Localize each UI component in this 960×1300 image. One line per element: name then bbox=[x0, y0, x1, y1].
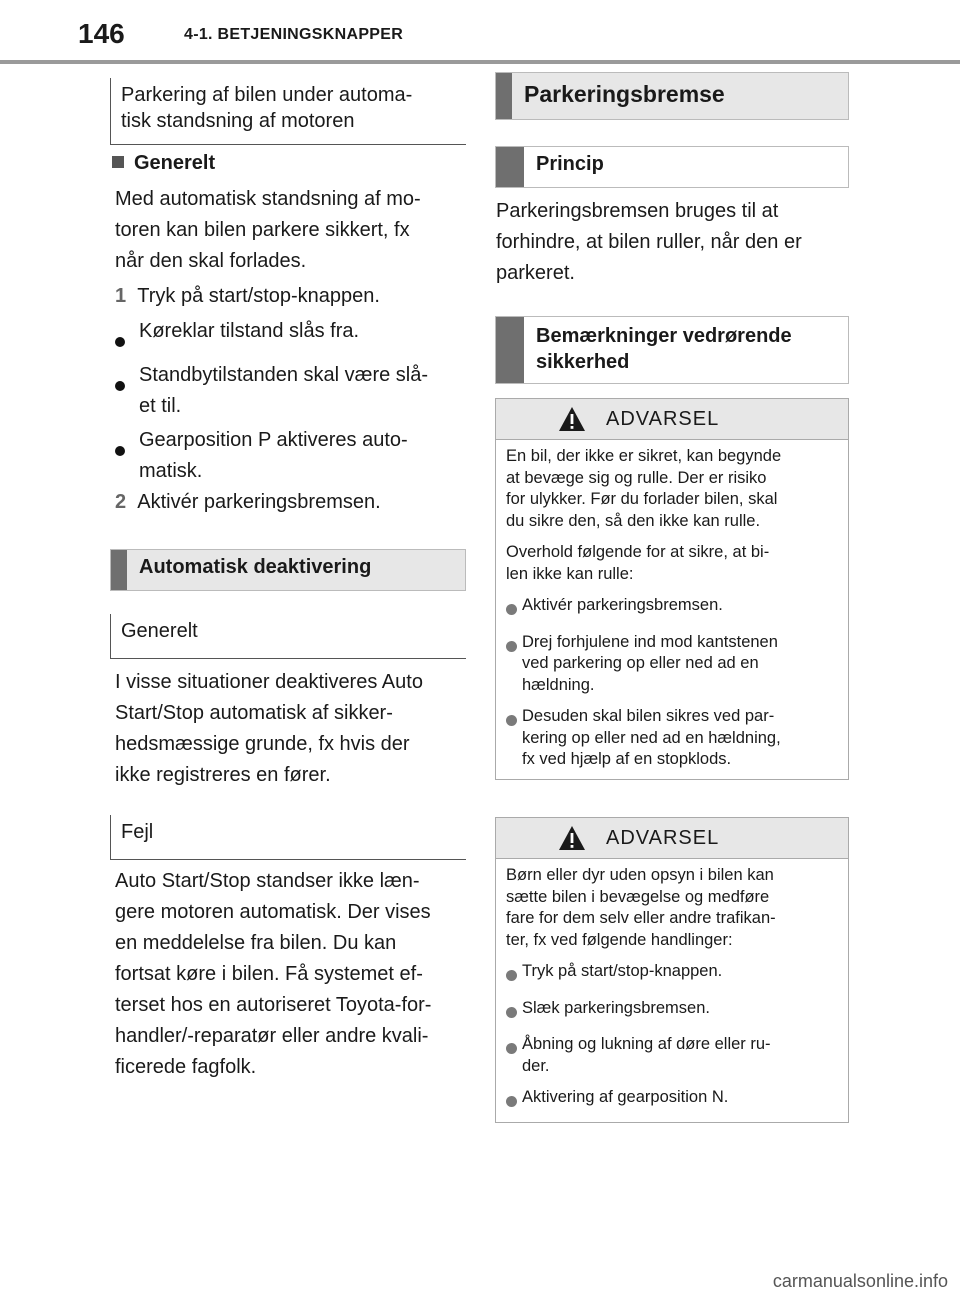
generelt-heading: Generelt bbox=[112, 148, 215, 179]
section-heading-auto: Automatisk deaktivering bbox=[110, 549, 466, 591]
list-item: Aktivér parkeringsbremsen. bbox=[506, 595, 838, 622]
list-item: Åbning og lukning af døre eller ru- der. bbox=[506, 1034, 838, 1077]
chapter-title: 4-1. BETJENINGSKNAPPER bbox=[184, 26, 404, 43]
step-1: 1 Tryk på start/stop-knappen. bbox=[115, 285, 380, 307]
step-2: 2 Aktivér parkeringsbremsen. bbox=[115, 491, 381, 513]
bullet-dot-icon bbox=[506, 970, 517, 981]
step-number: 1 bbox=[115, 285, 127, 307]
square-bullet-icon bbox=[112, 156, 124, 168]
watermark: carmanualsonline.info bbox=[772, 1271, 948, 1291]
page-number: 146 bbox=[78, 18, 125, 49]
bullet-dot-icon bbox=[506, 1043, 517, 1054]
bullet-dot-icon bbox=[506, 604, 517, 615]
bullet-list bbox=[115, 316, 465, 487]
warning-title: ADVARSEL bbox=[606, 407, 720, 430]
subsection-box-parking bbox=[110, 78, 466, 145]
warning-header bbox=[496, 818, 848, 859]
warning-triangle-icon bbox=[558, 825, 586, 851]
warning-title: ADVARSEL bbox=[606, 826, 720, 849]
bullet-dot-icon bbox=[115, 446, 125, 456]
list-item: Køreklar tilstand slås fra. bbox=[115, 316, 465, 357]
bullet-dot-icon bbox=[506, 641, 517, 652]
subsection-title-line: Parkering af bilen under automa- bbox=[121, 84, 413, 106]
subsection-title-line: tisk standsning af motoren bbox=[121, 110, 355, 132]
subheading-princip: Princip bbox=[495, 146, 849, 188]
warning-box-2 bbox=[495, 817, 849, 1123]
list-item: Tryk på start/stop-knappen. bbox=[506, 961, 838, 988]
warning-triangle-icon bbox=[558, 406, 586, 432]
warning-body: Børn eller dyr uden opsyn i bilen kan sætte bilen i bevægelse og medføre fare for dem selv eller andre trafikan- ter, fx ved følgende handlinger: Tryk på start/stop-knappen. Slæk parkeringsbremsen. Åbning og lukning af døre eller ru- der. Aktivering af gearposition N. bbox=[496, 859, 848, 1122]
generelt-paragraph: I visse situationer deaktiveres Auto Start/Stop automatisk af sikker- hedsmæssige grunde, fx hvis der ikke registreres en fører. bbox=[115, 671, 423, 786]
subheading-safety: Bemærkninger vedrørende sikkerhed bbox=[495, 316, 849, 384]
list-item: Standbytilstanden skal være slå- et til. bbox=[115, 360, 465, 422]
subsection-fejl: Fejl bbox=[110, 815, 466, 860]
warning-body: En bil, der ikke er sikret, kan begynde at bevæge sig og rulle. Der er risiko for ulykker. Før du forlader bilen, skal du sikre den, så den ikke kan rulle. Overhold følgende for at sikre, at bi- len ikke kan rulle: Aktivér parkeringsbremsen. Drej forhjulene ind mod kantstenen ved parkering op eller ned ad en hældning. Desuden skal bilen sikres ved par- kering op eller ned ad en hældning, fx ved hjælp af en stopklods. bbox=[496, 440, 848, 779]
intro-paragraph: Med automatisk standsning af mo- toren kan bilen parkere sikkert, fx når den skal forlades. bbox=[115, 188, 421, 272]
bullet-dot-icon bbox=[506, 1096, 517, 1107]
warning-box-1 bbox=[495, 398, 849, 780]
list-item: Aktivering af gearposition N. bbox=[506, 1087, 838, 1114]
bullet-dot-icon bbox=[115, 381, 125, 391]
step-number: 2 bbox=[115, 491, 127, 513]
list-item: Desuden skal bilen sikres ved par- kering op eller ned ad en hældning, fx ved hjælp af en stopklods. bbox=[506, 706, 838, 771]
header-rule bbox=[0, 60, 960, 64]
subsection-generelt: Generelt bbox=[110, 614, 466, 659]
section-heading-parkeringsbremse: Parkeringsbremse bbox=[495, 72, 849, 120]
warning-header bbox=[496, 399, 848, 440]
bullet-dot-icon bbox=[506, 1007, 517, 1018]
list-item: Gearposition P aktiveres auto- matisk. bbox=[115, 425, 465, 487]
list-item: Drej forhjulene ind mod kantstenen ved parkering op eller ned ad en hældning. bbox=[506, 632, 838, 697]
fejl-paragraph: Auto Start/Stop standser ikke læn- gere motoren automatisk. Der vises en meddelelse fra bilen. Du kan fortsat køre i bilen. Få systemet ef- terset hos en autoriseret Toyota-for- handler/-reparatør eller andre kvali- ficerede fagfolk. bbox=[115, 870, 432, 1078]
bullet-dot-icon bbox=[506, 715, 517, 726]
princip-paragraph: Parkeringsbremsen bruges til at forhindre, at bilen ruller, når den er parkeret. bbox=[496, 200, 802, 284]
bullet-dot-icon bbox=[115, 337, 125, 347]
list-item: Slæk parkeringsbremsen. bbox=[506, 998, 838, 1025]
